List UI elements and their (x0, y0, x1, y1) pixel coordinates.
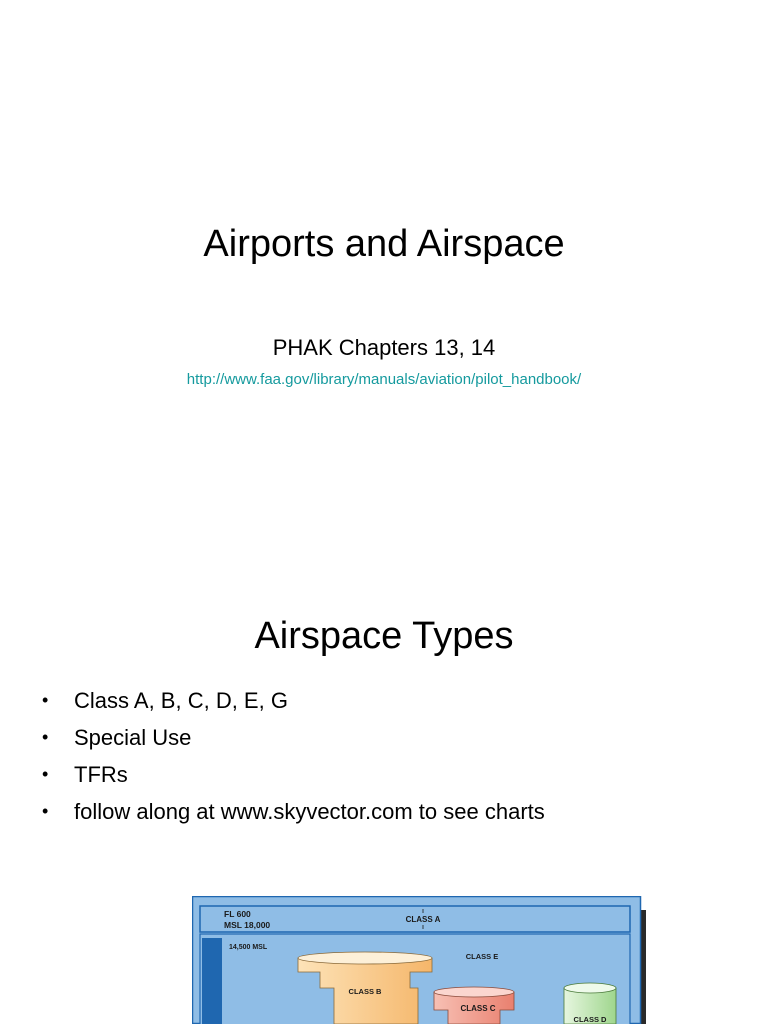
list-item (40, 682, 545, 719)
slide-subtitle: PHAK Chapters 13, 14 (272, 335, 496, 360)
bullet-list (40, 682, 545, 830)
class-b-top (298, 952, 432, 964)
class-c-top (434, 987, 514, 997)
bullet-text: TFRs (74, 762, 128, 787)
list-item (40, 756, 545, 793)
class-b-label: CLASS B (348, 987, 382, 996)
class-a-label: CLASS A (405, 915, 441, 924)
msl-18000-label: MSL 18,000 (224, 920, 271, 930)
bullet-icon: • (42, 764, 49, 784)
fl600-label: FL 600 (224, 909, 251, 919)
list-item (40, 793, 545, 830)
bullet-text: Class A, B, C, D, E, G (74, 688, 288, 713)
class-d-top (564, 983, 616, 993)
phak-link[interactable]: http://www.faa.gov/library/manuals/aviation/pilot_handbook/ (186, 371, 582, 388)
bullet-text: Special Use (74, 725, 192, 750)
bullet-icon: • (42, 801, 49, 821)
class-c-label: CLASS C (460, 1004, 496, 1013)
slide-title-airspace-types: Airspace Types (254, 615, 514, 657)
class-d-label: CLASS D (573, 1015, 607, 1024)
slide-title: Airports and Airspace (203, 223, 565, 265)
bullet-text: follow along at www.skyvector.com to see charts (74, 799, 545, 824)
class-e-label: CLASS E (465, 952, 499, 961)
airspace-diagram-svg (192, 896, 646, 1024)
bullet-icon: • (42, 727, 49, 747)
bullet-icon: • (42, 690, 49, 710)
list-item (40, 719, 545, 756)
class-g-bar (202, 938, 222, 1024)
airspace-diagram (192, 896, 646, 1024)
msl-14500-label: 14,500 MSL (229, 944, 268, 951)
